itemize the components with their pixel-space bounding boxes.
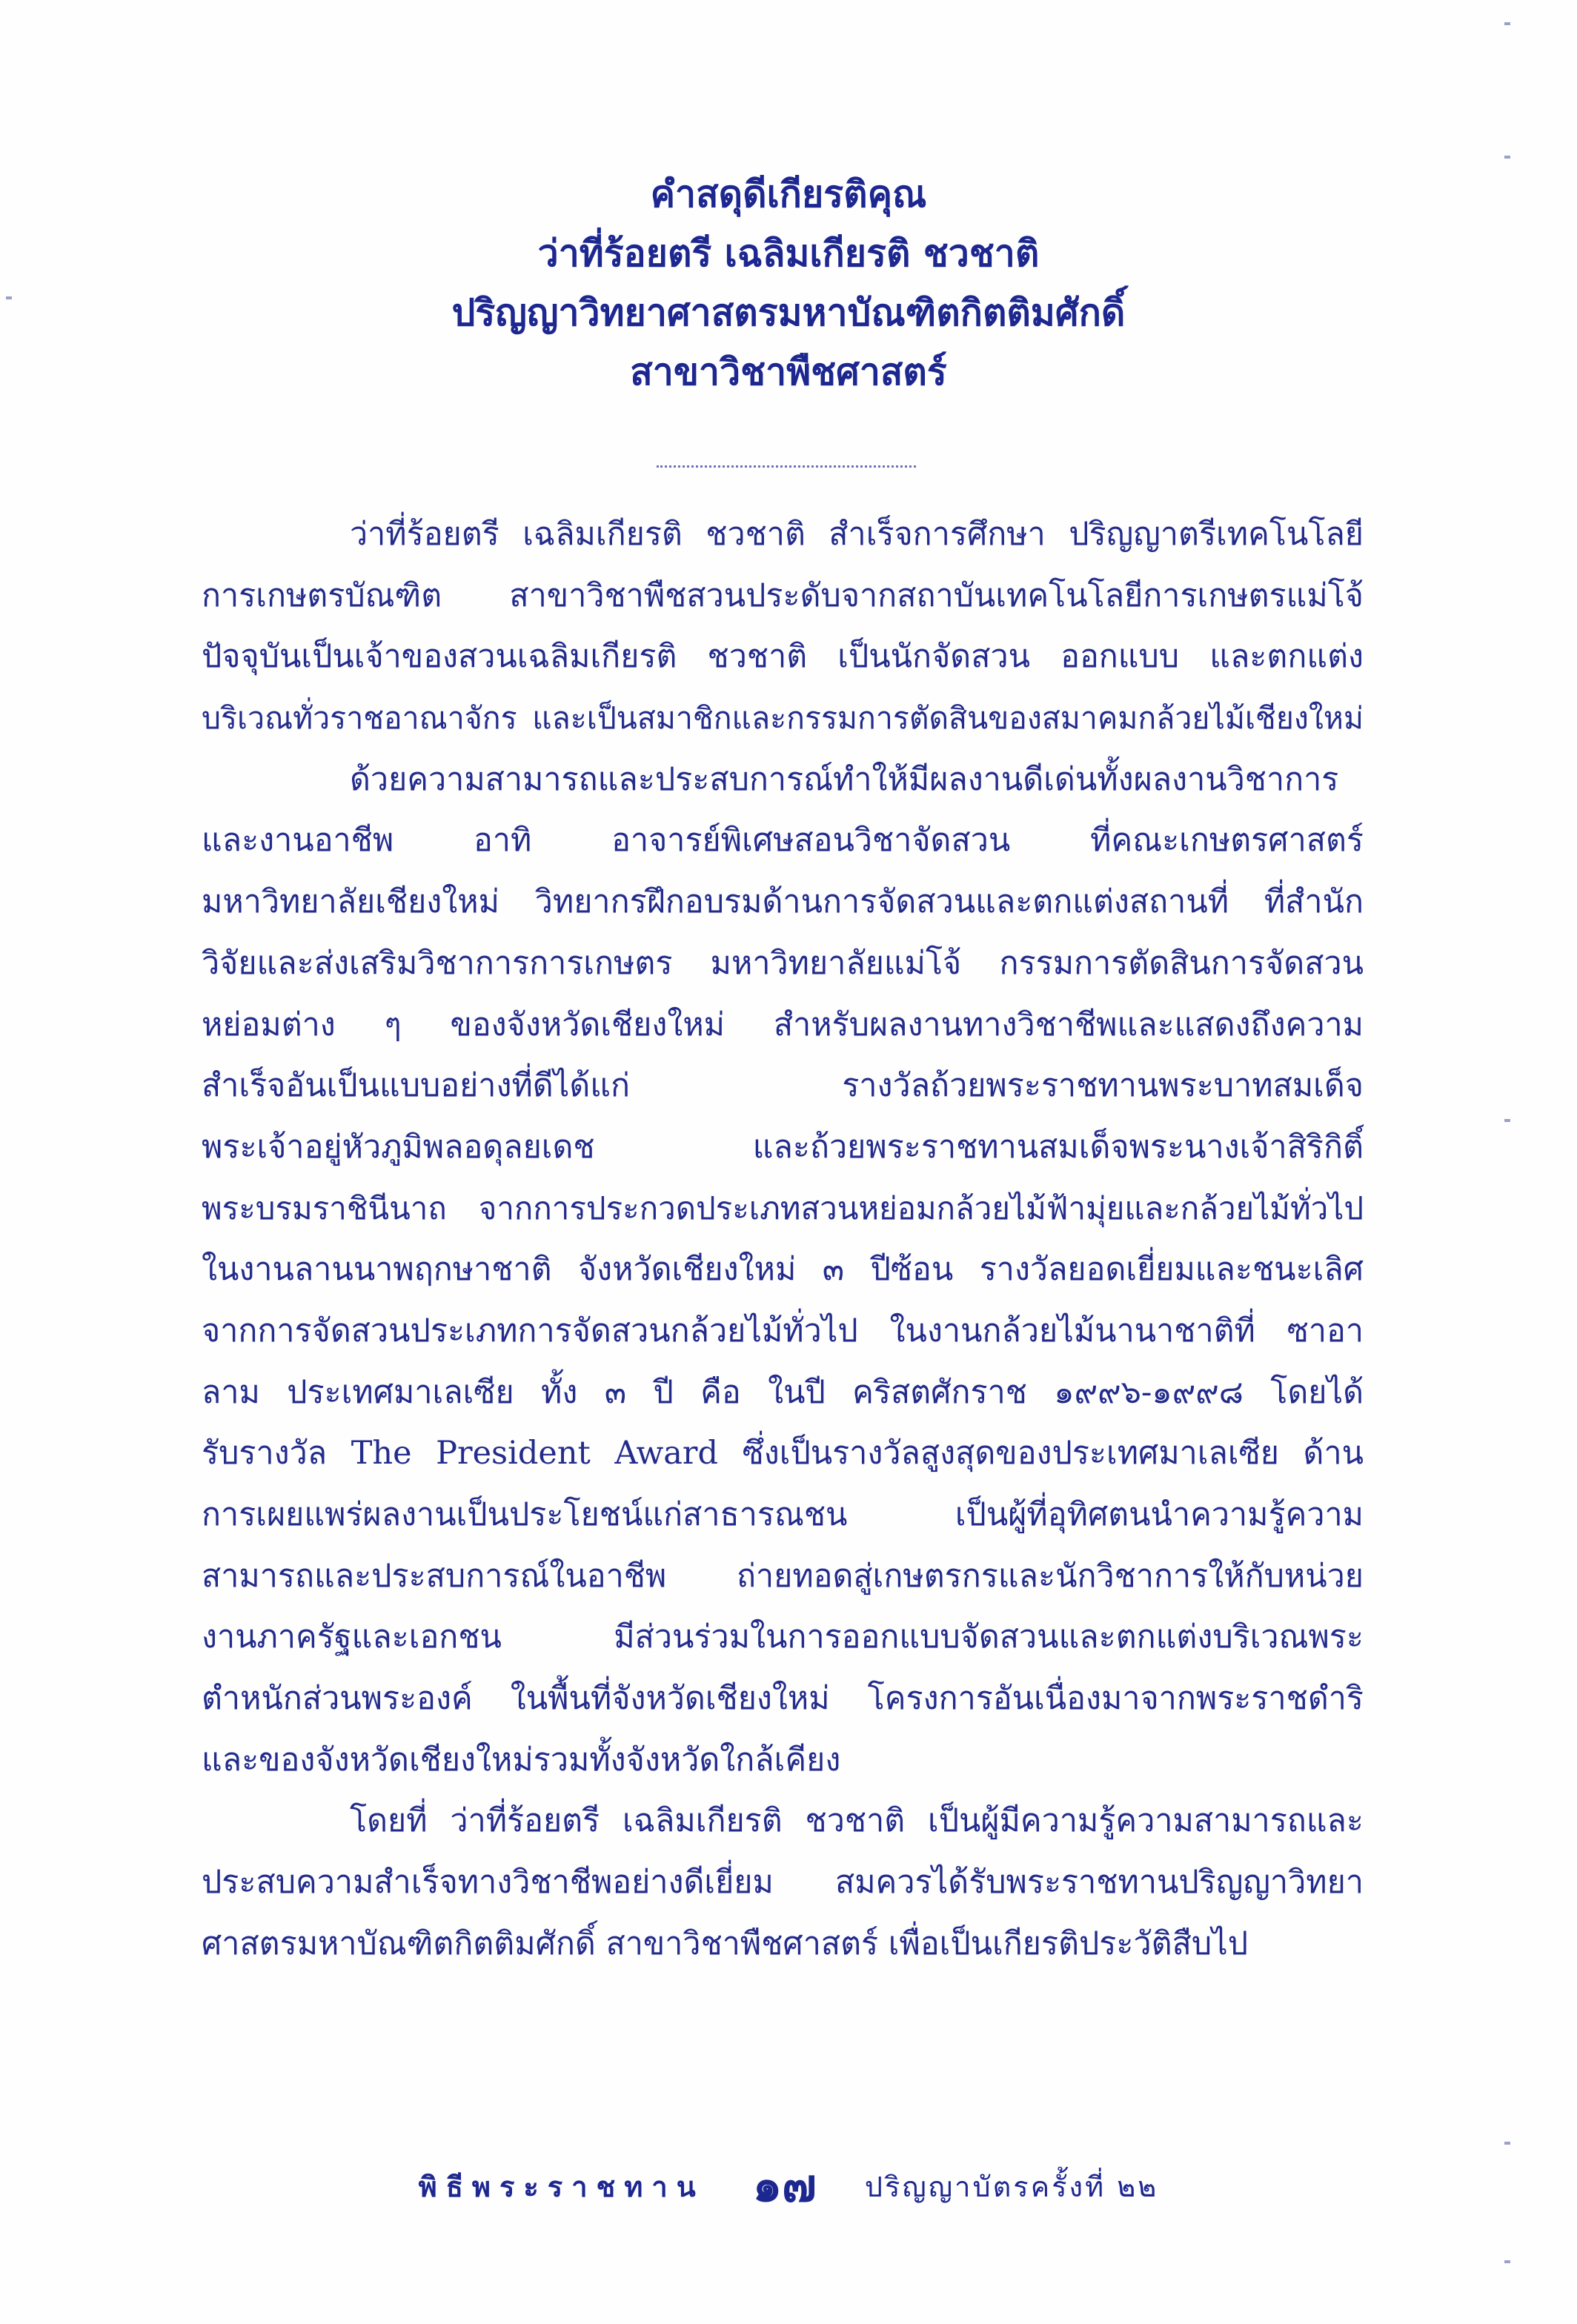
scan-mark <box>1504 1119 1510 1122</box>
page-number: ๑๗ <box>752 2158 817 2212</box>
body-line: การเผยแพร่ผลงานเป็นประโยชน์แก่สาธารณชน เป็นผู้ที่อุทิศตนนำความรู้ความ <box>202 1496 1364 1533</box>
body-line: จากการจัดสวนประเภทการจัดสวนกล้วยไม้ทั่วไป ในงานกล้วยไม้นานาชาติที่ ซาอา <box>202 1312 1364 1349</box>
body-line: โดยที่ ว่าที่ร้อยตรี เฉลิมเกียรติ ชวชาติ เป็นผู้มีความรู้ความสามารถและ <box>350 1802 1364 1840</box>
title-line-2: ว่าที่ร้อยตรี เฉลิมเกียรติ ชวชาติ <box>537 232 1040 275</box>
body-line: และงานอาชีพ อาทิ อาจารย์พิเศษสอนวิชาจัดสวน ที่คณะเกษตรศาสตร์ <box>202 822 1364 860</box>
title-line-3: ปริญญาวิทยาศาสตรมหาบัณฑิตกิตติมศักดิ์ <box>451 291 1126 334</box>
body-line: ประสบความสำเร็จทางวิชาชีพอย่างดีเยี่ยม สมควรได้รับพระราชทานปริญญาวิทยา <box>202 1864 1364 1902</box>
body-line: ลาม ประเทศมาเลเซีย ทั้ง ๓ ปี คือ ในปี คริสตศักราช ๑๙๙๖-๑๙๙๘ โดยได้ <box>202 1373 1364 1411</box>
body-line: การเกษตรบัณฑิต สาขาวิชาพืชสวนประดับจากสถาบันเทคโนโลยีการเกษตรแม่โจ้ <box>202 577 1364 614</box>
body-line: พระเจ้าอยู่หัวภูมิพลอดุลยเดช และถ้วยพระราชทานสมเด็จพระนางเจ้าสิริกิติ์ <box>202 1128 1364 1166</box>
dotted-divider <box>657 465 916 468</box>
citation-body <box>202 504 1364 1975</box>
body-line: ด้วยความสามารถและประสบการณ์ทำให้มีผลงานดีเด่นทั้งผลงานวิชาการ <box>350 760 1339 798</box>
body-line: ว่าที่ร้อยตรี เฉลิมเกียรติ ชวชาติ สำเร็จการศึกษา ปริญญาตรีเทคโนโลยี <box>350 516 1364 553</box>
body-line: รับรางวัล The President Award ซึ่งเป็นรางวัลสูงสุดของประเทศมาเลเซีย ด้าน <box>202 1435 1364 1473</box>
document-title <box>0 165 1577 402</box>
body-line: พระบรมราชินีนาถ จากการประกวดประเภทสวนหย่อมกล้วยไม้ฟ้ามุ่ยและกล้วยไม้ทั่วไป <box>202 1189 1364 1226</box>
scan-mark <box>1504 22 1510 25</box>
body-line: ตำหนักส่วนพระองค์ ในพื้นที่จังหวัดเชียงใหม่ โครงการอันเนื่องมาจากพระราชดำริ <box>202 1680 1364 1718</box>
body-line: ศาสตรมหาบัณฑิตกิตติมศักดิ์ สาขาวิชาพืชศาสตร์ เพื่อเป็นเกียรติประวัติสืบไป <box>202 1925 1249 1962</box>
body-line: วิจัยและส่งเสริมวิชาการการเกษตร มหาวิทยาลัยแม่โจ้ กรรมการตัดสินการจัดสวน <box>202 944 1364 982</box>
body-line: ในงานลานนาพฤกษาชาติ จังหวัดเชียงใหม่ ๓ ปีซ้อน รางวัลยอดเยี่ยมและชนะเลิศ <box>202 1251 1364 1289</box>
scan-mark <box>1504 156 1510 159</box>
body-line: และของจังหวัดเชียงใหม่รวมทั้งจังหวัดใกล้เคียง <box>202 1741 841 1779</box>
body-line: บริเวณทั่วราชอาณาจักร และเป็นสมาชิกและกรรมการตัดสินของสมาคมกล้วยไม้เชียงใหม่ <box>202 700 1364 737</box>
page-footer <box>0 2149 1577 2222</box>
body-line: สำเร็จอันเป็นแบบอย่างที่ดีได้แก่ รางวัลถ้วยพระราชทานพระบาทสมเด็จ <box>202 1067 1364 1105</box>
scan-mark <box>1504 2142 1510 2145</box>
body-line: สามารถและประสบการณ์ในอาชีพ ถ่ายทอดสู่เกษตรกรและนักวิชาการให้กับหน่วย <box>202 1557 1364 1595</box>
scan-mark <box>1504 2260 1510 2263</box>
body-line: หย่อมต่าง ๆ ของจังหวัดเชียงใหม่ สำหรับผลงานทางวิชาชีพและแสดงถึงความ <box>202 1006 1364 1043</box>
scan-mark <box>6 296 12 299</box>
footer-ceremony-text: พิธีพระราชทาน <box>418 2170 705 2203</box>
body-line: มหาวิทยาลัยเชียงใหม่ วิทยากรฝึกอบรมด้านการจัดสวนและตกแต่งสถานที่ ที่สำนัก <box>202 883 1364 921</box>
footer-round-text: ปริญญาบัตรครั้งที่ ๒๒ <box>864 2171 1159 2203</box>
title-line-1: คำสดุดีเกียรติคุณ <box>650 173 927 216</box>
body-line: ปัจจุบันเป็นเจ้าของสวนเฉลิมเกียรติ ชวชาติ เป็นนักจัดสวน ออกแบบ และตกแต่ง <box>202 638 1364 676</box>
title-line-4: สาขาวิชาพืชศาสตร์ <box>630 351 947 394</box>
body-line: งานภาครัฐและเอกชน มีส่วนร่วมในการออกแบบจัดสวนและตกแต่งบริเวณพระ <box>202 1618 1364 1656</box>
